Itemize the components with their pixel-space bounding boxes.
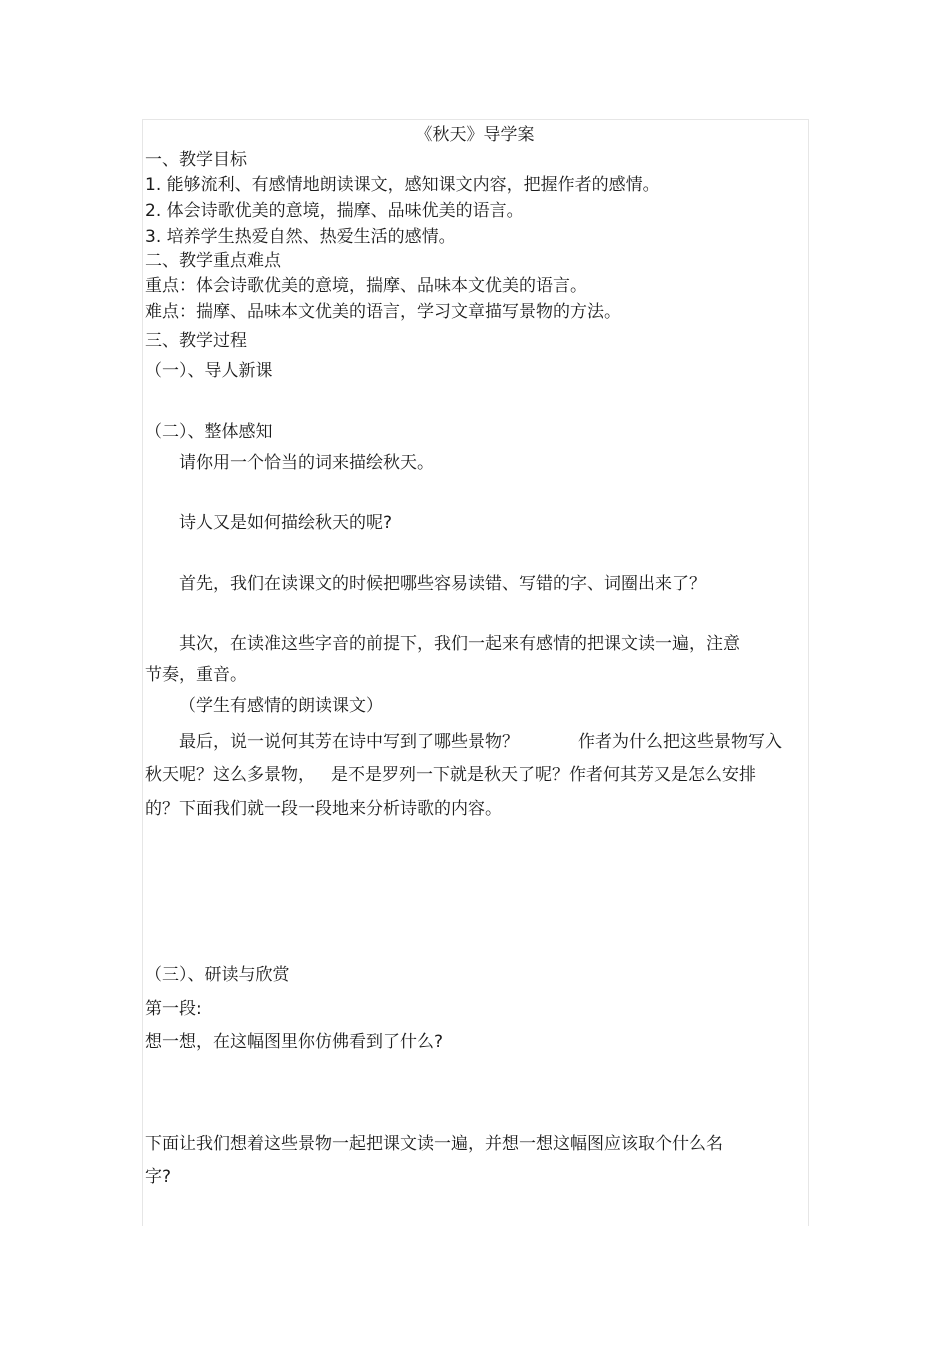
document-title: 《秋天》导学案 xyxy=(415,125,535,145)
question-text-continued: 节奏，重音。 xyxy=(145,665,247,685)
subsection-heading-overview: （二）、整体感知 xyxy=(145,422,273,442)
question-text-continued: 是不是罗列一下就是秋天了呢？作者何其芳又是怎么安排 xyxy=(331,765,756,785)
question-text: 作者为什么把这些景物写入 xyxy=(578,732,782,752)
question-text: 诗人又是如何描绘秋天的呢? xyxy=(179,513,393,533)
objective-item: 3. 培养学生热爱自然、热爱生活的感情。 xyxy=(145,227,456,247)
question-text: 首先，我们在读课文的时候把哪些容易读错、写错的字、词圈出来了？ xyxy=(179,574,706,594)
section-heading-process: 三、教学过程 xyxy=(145,331,247,351)
question-text: 其次，在读准这些字音的前提下，我们一起来有感情的把课文读一遍，注意 xyxy=(179,634,740,654)
objective-item: 2. 体会诗歌优美的意境，揣摩、品味优美的语言。 xyxy=(145,201,524,221)
subsection-heading-study: （三）、研读与欣赏 xyxy=(145,965,290,985)
key-point-text: 重点：体会诗歌优美的意境，揣摩、品味本文优美的语言。 xyxy=(145,276,587,296)
section-heading-key-points: 二、教学重点难点 xyxy=(145,251,281,271)
question-text: 最后，说一说何其芳在诗中写到了哪些景物？ xyxy=(179,732,519,752)
paragraph-label: 第一段: xyxy=(145,999,202,1019)
question-text: 下面让我们想着这些景物一起把课文读一遍，并想一想这幅图应该取个什么名 xyxy=(145,1134,723,1154)
objective-item: 1. 能够流利、有感情地朗读课文，感知课文内容，把握作者的感情。 xyxy=(145,175,660,195)
question-text: 想一想，在这幅图里你仿佛看到了什么? xyxy=(145,1032,444,1052)
question-text-continued: 秋天呢？这么多景物， xyxy=(145,765,315,785)
reading-note: （学生有感情的朗读课文） xyxy=(179,696,383,716)
subsection-heading-intro: （一）、导人新课 xyxy=(145,361,273,381)
question-text-continued: 字? xyxy=(145,1167,172,1187)
section-heading-objectives: 一、教学目标 xyxy=(145,150,247,170)
question-text-continued: 的？下面我们就一段一段地来分析诗歌的内容。 xyxy=(145,799,502,819)
question-text: 请你用一个恰当的词来描绘秋天。 xyxy=(179,453,434,473)
difficulty-text: 难点：揣摩、品味本文优美的语言，学习文章描写景物的方法。 xyxy=(145,302,621,322)
